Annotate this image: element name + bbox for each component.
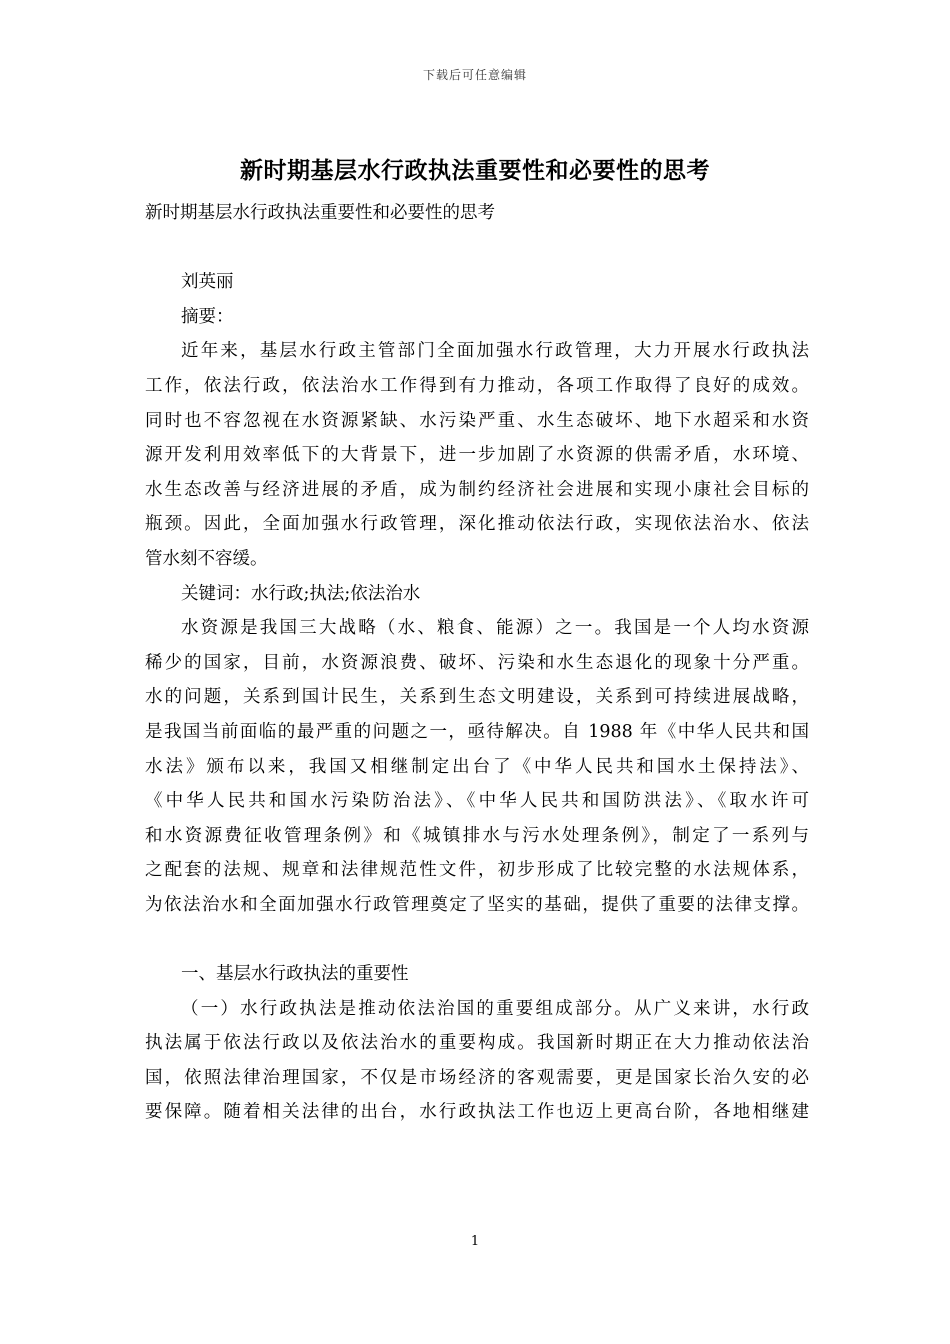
paragraph-line: 工作，依法行政，依法治水工作得到有力推动，各项工作取得了良好的成效。	[145, 375, 809, 396]
paragraph-line: 管水刻不容缓。	[145, 548, 268, 569]
paragraph-line: 水资源是我国三大战略（水、粮食、能源）之一。我国是一个人均水资源	[181, 618, 809, 639]
paragraph-line: 之配套的法规、规章和法律规范性文件，初步形成了比较完整的水法规体系，	[145, 860, 809, 881]
document-body	[145, 196, 809, 1130]
paragraph-line: 稀少的国家，目前，水资源浪费、破坏、污染和水生态退化的现象十分严重。	[145, 652, 809, 673]
abstract-paragraph	[145, 334, 809, 576]
paragraph-line: 瓶颈。因此，全面加强水行政管理，深化推动依法行政，实现依法治水、依法	[145, 514, 809, 535]
paragraph-line: 水的问题，关系到国计民生，关系到生态文明建设，关系到可持续进展战略，	[145, 687, 809, 708]
paragraph-line: 源开发利用效率低下的大背景下，进一步加剧了水资源的供需矛盾，水环境、	[145, 445, 809, 466]
document-title: 新时期基层水行政执法重要性和必要性的思考	[240, 158, 710, 184]
section-heading: 一、基层水行政执法的重要性	[181, 964, 409, 985]
paragraph-line: 和水资源费征收管理条例》和《城镇排水与污水处理条例》，制定了一系列与	[145, 825, 809, 846]
paragraph-line: 水生态改善与经济进展的矛盾，成为制约经济社会进展和实现小康社会目标的	[145, 479, 809, 500]
paragraph-line: 执法属于依法行政以及依法治水的重要构成。我国新时期正在大力推动依法治	[145, 1033, 809, 1054]
blank-line	[145, 231, 809, 266]
paragraph-line: 国，依照法律治理国家，不仅是市场经济的客观需要，更是国家长治久安的必	[145, 1067, 809, 1088]
author: 刘英丽	[181, 272, 234, 293]
paragraph-line: 水法》颁布以来，我国又相继制定出台了《中华人民共和国水土保持法》、	[145, 756, 809, 777]
paragraph-line: 《中华人民共和国水污染防治法》、《中华人民共和国防洪法》、《取水许可	[145, 791, 809, 812]
paragraph-line: 是我国当前面临的最严重的问题之一，亟待解决。自 1988 年《中华人民共和国	[145, 721, 809, 742]
intro-paragraph	[145, 611, 809, 922]
abstract-label: 摘要：	[181, 306, 234, 327]
blank-line	[145, 922, 809, 957]
paragraph-line: 同时也不容忽视在水资源紧缺、水污染严重、水生态破坏、地下水超采和水资	[145, 410, 809, 431]
page-number: 1	[470, 1234, 480, 1249]
paragraph-line: 近年来，基层水行政主管部门全面加强水行政管理，大力开展水行政执法	[181, 341, 809, 362]
subtitle: 新时期基层水行政执法重要性和必要性的思考	[145, 203, 495, 223]
section1-paragraph	[145, 992, 809, 1130]
paragraph-line: 为依法治水和全面加强水行政管理奠定了坚实的基础，提供了重要的法律支撑。	[145, 894, 809, 915]
header-note: 下载后可任意编辑	[422, 68, 527, 82]
paragraph-line: 要保障。随着相关法律的出台，水行政执法工作也迈上更高台阶，各地相继建	[145, 1102, 809, 1123]
keywords: 关键词：水行政;执法;依法治水	[181, 583, 421, 604]
paragraph-line: （一）水行政执法是推动依法治国的重要组成部分。从广义来讲，水行政	[181, 998, 809, 1019]
